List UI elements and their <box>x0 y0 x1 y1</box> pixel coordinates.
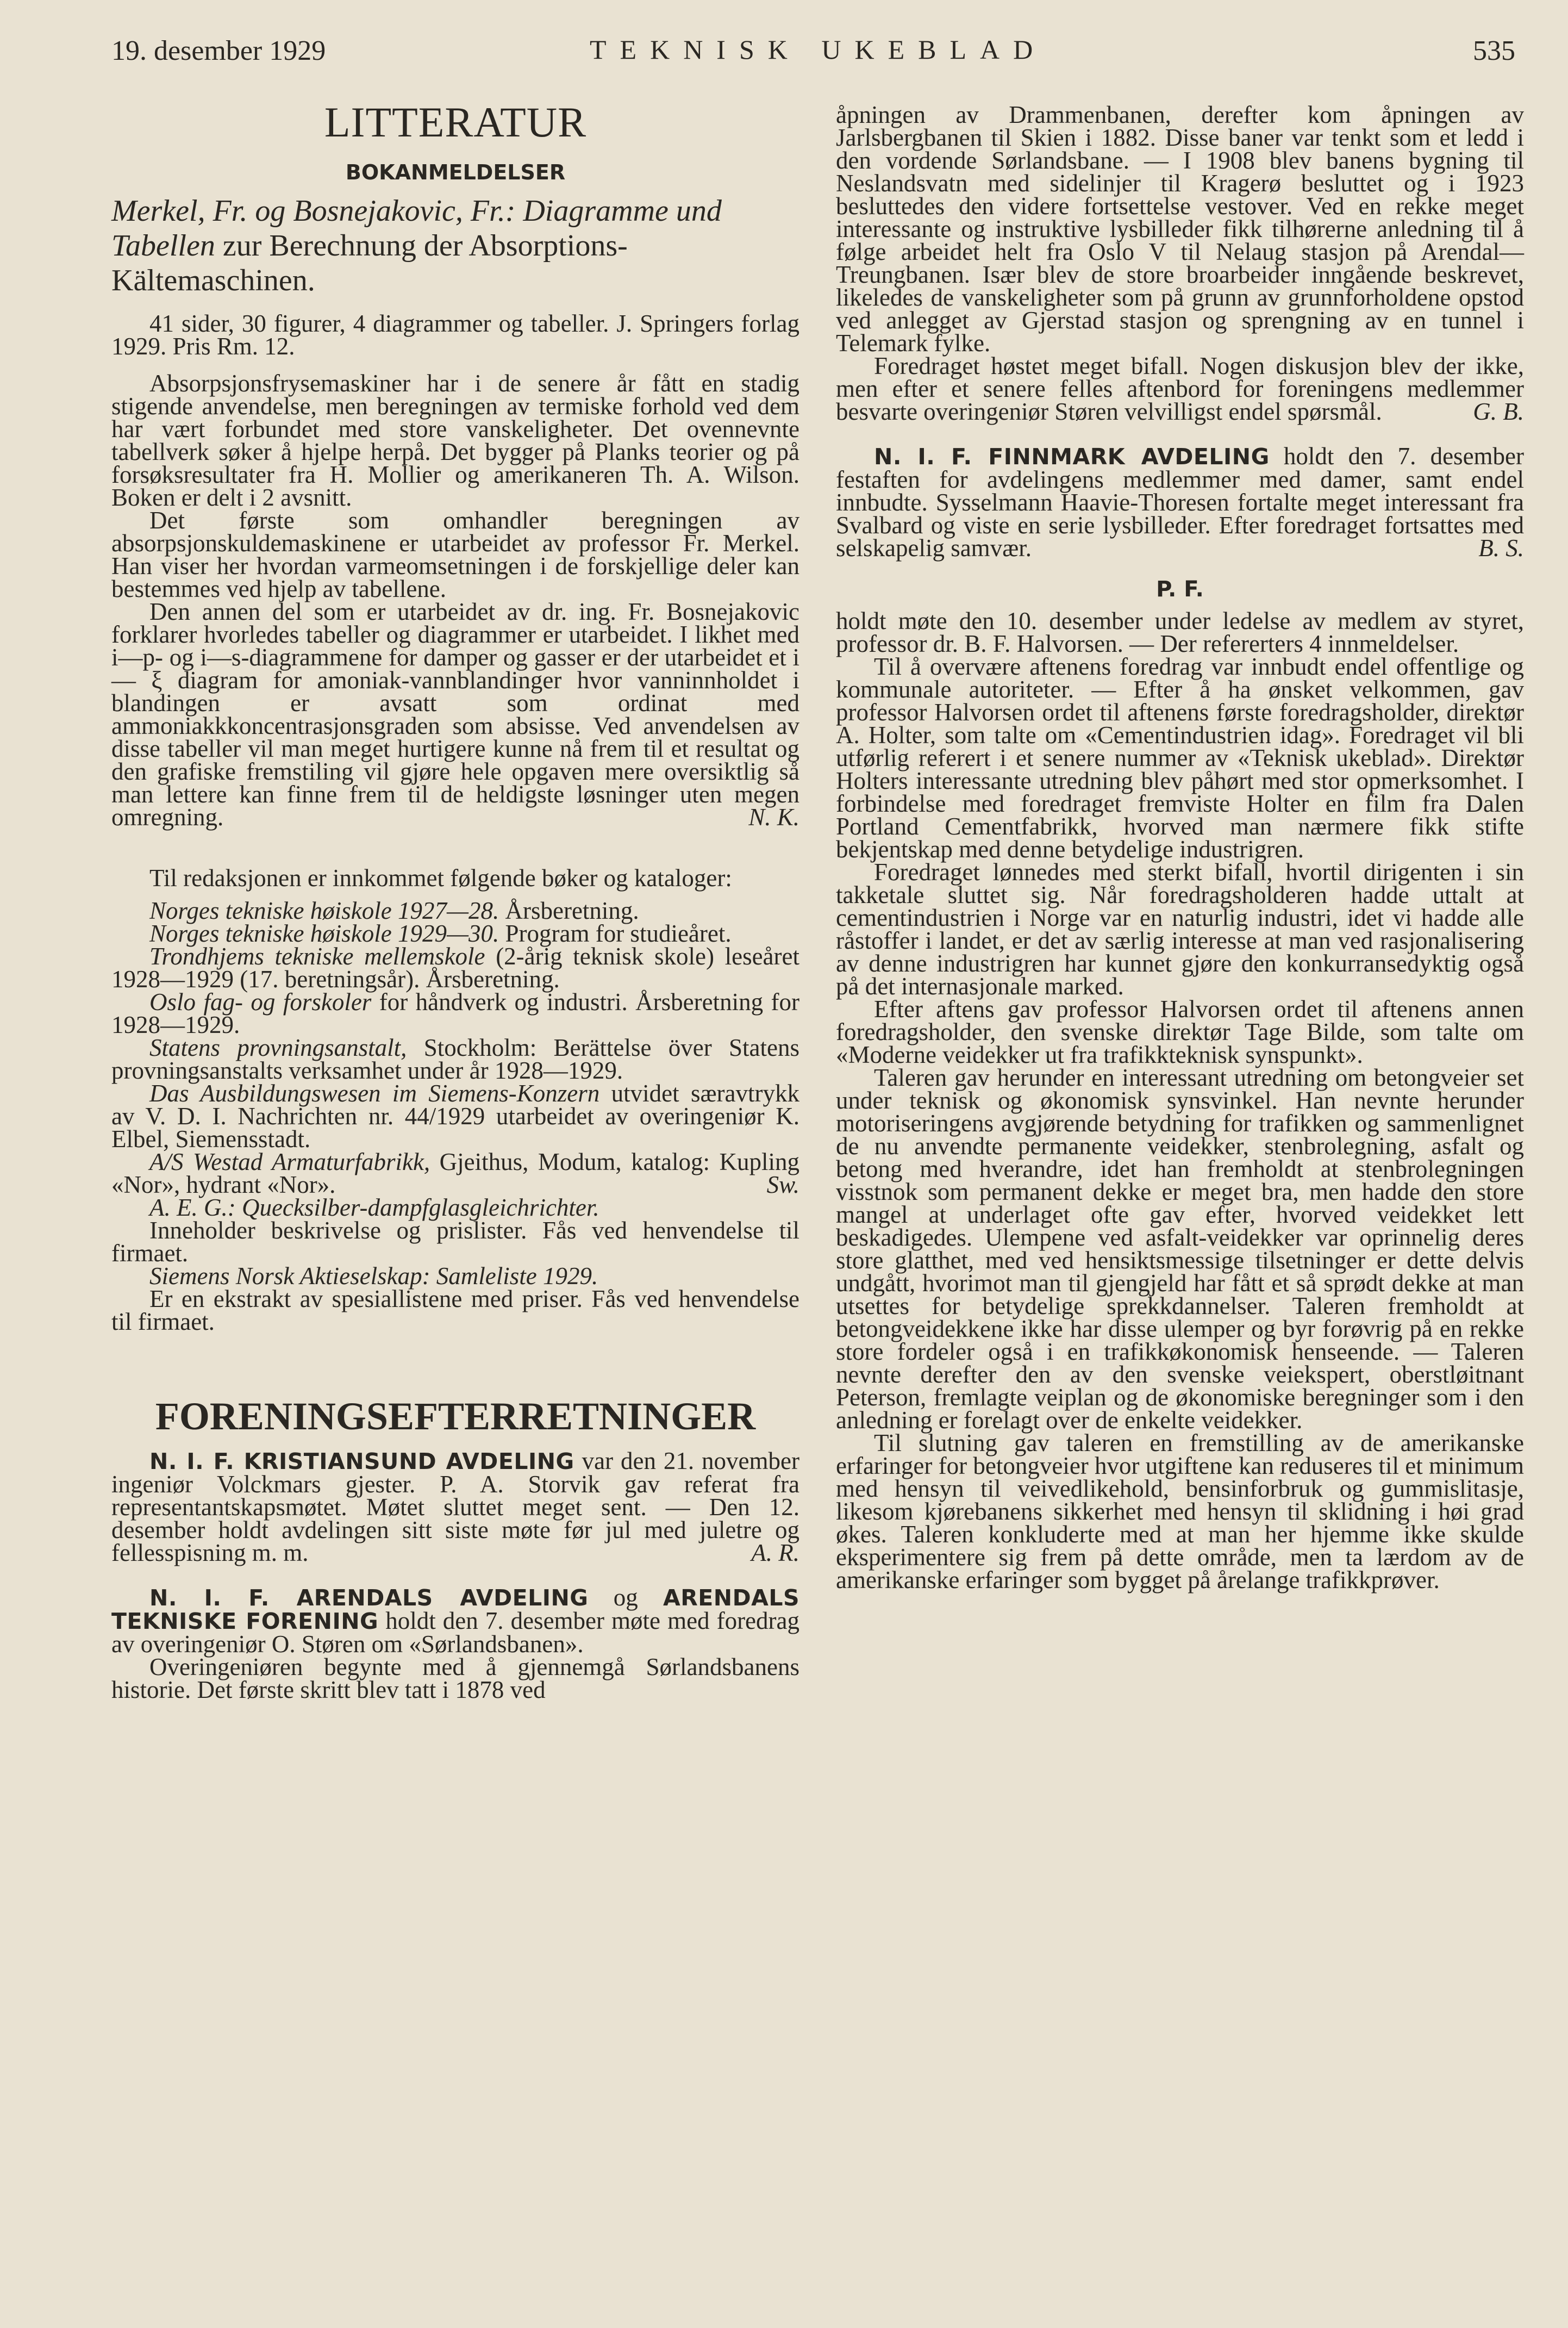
item-text: (2-årig teknisk skole) leseåret 1928—1929 (17. beretningsår). Årsberetning. <box>111 943 799 993</box>
arendal-continuation: åpningen av Drammenbanen, derefter kom åpningen av Jarlsbergbanen til Skien i 1882. Disse baner var tenkt som et ledd i den vordende Sørlandsbane. — I 1908 blev banens bygning til Neslandsvatn med sidelinjer til Kragerø besluttet og i 1923 besluttedes den videre fortsettelse vestover. Ved en rekke meget interessante og instruktive lysbilleder fikk tilhørerne anledning til å følge arbeidet helt fra Oslo V til Nelaug stasjon på Arendal—Treungbanen. Især blev de store broarbeider inngående beskrevet, likeledes de vanskeligheter som på grunn av grunnforholdene opstod ved anlegget av Gjerstad stasjon og sprengning av en tunnel i Telemark fylke. <box>836 101 1524 357</box>
list-item <box>111 1196 799 1219</box>
item-title: Statens provningsanstalt, <box>149 1034 407 1061</box>
header-date: 19. desember 1929 <box>111 35 326 66</box>
section-title-litteratur: LITTERATUR <box>324 98 587 146</box>
pf-paragraph: Foredraget lønnedes med sterkt bifall, hvortil dirigenten i sin takketale sluttet sig. Når foredragsholderen hadde uttalt at cementindustrien i Norge var en naturlig industri, idet vi hadde alle råstoffer i landet, er det av særlig interesse at man ved rasjonalisering av denne industrigren har kunnet gjøre den konkurransedyktig også på det internasjonale marked. <box>836 858 1524 1000</box>
closing-text: Foredraget høstet meget bifall. Nogen diskusjon blev der ikke, men efter et senere felles aftenbord for foreningens medlemmer besvarte overingeniør Støren velvilligst endel spørsmål. <box>836 352 1524 425</box>
section-title-foreningsefterretninger: FORENINGSEFTERRETNINGER <box>155 1395 756 1438</box>
review-paragraph: Absorpsjonsfrysemaskiner har i de senere år fått en stadig stigende anvendelse, men beregningen av termiske forhold ved dem har vært forbundet med store vanskeligheter. Det ovennevnte tabellverk søker å hjelpe herpå. Det bygger på Planks teorier og på forsøksresultater fra H. Mollier og amerikaneren Th. A. Wilson. Boken er delt i 2 avsnitt. <box>111 370 799 511</box>
header-title: TEKNISK UKEBLAD <box>590 34 1047 65</box>
item-title: Norges tekniske høiskole 1929—30. <box>149 920 499 947</box>
list-item <box>111 988 799 1038</box>
list-item <box>111 899 799 922</box>
book-info: 41 sider, 30 figurer, 4 diagrammer og tabeller. J. Springers forlag 1929. Pris Rm. 12. <box>111 310 799 360</box>
item-title: A/S Westad Armaturfabrikk, <box>149 1148 430 1175</box>
list-item <box>111 1219 799 1265</box>
pf-paragraph: holdt møte den 10. desember under ledelse av medlem av styret, professor dr. B. F. Halvorsen. — Der refererters 4 innmeldelser. <box>836 607 1524 657</box>
review-paragraph: Det første som omhandler beregningen av absorpsjonskuldemaskinene er utarbeidet av professor Fr. Merkel. Han viser her hvordan varmeomsetningen i de forskjellige deler kan bestemmes ved hjelp av tabellene. <box>111 507 799 602</box>
item-text: Stockholm: Berättelse över Statens provningsanstalts verksamhet under år 1928—1929. <box>111 1034 800 1084</box>
org-name: N. I. F. KRISTIANSUND AVDELING <box>149 1448 574 1474</box>
arendal-paragraph-2: Overingeniøren begynte med å gjennemgå Sørlandsbanens historie. Det første skritt blev tatt i 1878 ved <box>111 1653 799 1703</box>
header-page-number: 535 <box>1473 35 1515 66</box>
review-paragraph <box>111 600 799 829</box>
item-text: Årsberetning. <box>499 897 639 924</box>
item-title: Siemens Norsk Aktieselskap: Samleliste 1929. <box>149 1262 598 1290</box>
list-item <box>111 945 799 991</box>
item-text: Program for studieåret. <box>499 920 732 947</box>
pf-paragraph: Til slutning gav taleren en fremstilling av de amerikanske erfaringer for betongveier hvor utgiftene kan reduseres til et minimum med hensyn til veivedlikehold, bensinforbruk og gummislitasje, likesom kjørebanens sikkerhet med hensyn til sklidning i høi grad økes. Taleren konkluderte med at man her hjemme ikke skulde eksperimentere sig frem på dette område, men ta lærdom av de amerikanske erfaringer som bygget på årelange trafikkprøver. <box>836 1429 1524 1594</box>
org-text: holdt den 7. desember festaften for avdelingens medlemmer med damer, samt endel innbudte. Sysselmann Haavie-Thoresen fortalte meget interessant fra Svalbard og viste en serie lysbilleder. Efter foredraget fortsattes med selskapelig samvær. <box>836 443 1524 562</box>
finnmark-paragraph <box>836 443 1524 562</box>
pf-paragraph: Taleren gav herunder en interessant utredning om betongveier set under teknisk og økonomisk synsvinkel. Han nevnte herunder motoriseringens avgjørende betydning for trafikken og sammenlignet de nu anvendte permanente veidekker, stenbrolegning, asfalt og betong med hverandre, idet han fremholdt at stenbrolegningen visstnok som permanent dekke er meget bra, men hadde den store mangel at underlaget ofte gav efter, hvorved veidekket lett beskadigedes. Ulempene ved asfalt-veidekker var oprinnelig deres store glatthet, med ved hensiktsmessige tilsetninger er dette delvis undgått, hvorimot man til gjengjeld har fått et så sprødt dekke at man utsettes for betydelige sprekkdannelser. Taleren fremholdt at betongveidekkene ikke har disse ulemper og byr forøvrig på en rekke store fordeler også i en trafikkøkonomisk henseende. — Taleren nevnte derefter den av den svenske veiekspert, oberstløitnant Peterson, fremlagte veiplan og de økonomiske beregninger som i den anledning er forelagt over de enkelte veidekker. <box>836 1064 1524 1434</box>
arendal-paragraph <box>111 1584 800 1658</box>
item-text: utvidet særavtrykk av V. D. I. Nachrichten nr. 44/1929 utarbeidet av overingeniør K. Elbel, Siemensstadt. <box>111 1080 799 1153</box>
list-item <box>111 1036 799 1082</box>
pf-heading: P. F. <box>1156 577 1204 602</box>
item-title: Norges tekniske høiskole 1927—28. <box>149 897 499 924</box>
right-column <box>836 101 1524 1594</box>
subsection-title-bokanmeldelser: BOKANMELDELSER <box>345 160 566 184</box>
item-title: Oslo fag- og forskoler <box>149 988 372 1016</box>
book-title-italic: Diagramme und Tabellen <box>111 194 722 263</box>
pf-paragraph: Til å overvære aftenens foredrag var innbudt endel offentlige og kommunale autoriteter. — Efter å ha ønsket velkommen, gav professor Halvorsen ordet til aftenens første foredragsholder, direktør A. Holter, som talte om «Cementindustrien idag». Foredraget vil bli utførlig referert i et senere nummer av «Teknisk ukeblad». Direktør Holters interessante utredning blev påhørt med stor opmerksomhet. I forbindelse med foredraget fremviste Holter en film fra Dalen Portland Cementfabrikk, hvorved man nærmere fikk stifte bekjentskap med denne betydelige industrigren. <box>836 653 1524 863</box>
list-item <box>111 1150 799 1196</box>
book-title-rest: zur Berechnung der Absorptions-Kältemaschinen. <box>111 229 628 297</box>
page-header <box>0 28 1568 72</box>
item-text: Inneholder beskrivelse og prislister. Fås ved henvendelse til firmaet. <box>111 1217 799 1267</box>
item-title: Das Ausbildungswesen im Siemens-Konzern <box>149 1080 600 1107</box>
org-conjunction: og <box>588 1584 663 1611</box>
org-name-2: ARENDALS TEKNISKE FORENING <box>111 1585 800 1634</box>
kristiansund-paragraph <box>111 1449 799 1564</box>
org-name: N. I. F. FINNMARK AVDELING <box>874 444 1270 470</box>
list-item <box>111 1080 799 1153</box>
item-signature: Sw. <box>766 1171 799 1198</box>
org-text: var den 21. november ingeniør Volckmars gjester. P. A. Storvik gav referat fra representantskapsmøtet. Møtet sluttet meget sent. — Den 12. desember holdt avdelingen sitt siste møte før jul med juletre og fellesspisning m. m. <box>111 1447 799 1566</box>
list-item <box>111 922 799 945</box>
item-text: Gjeithus, Modum, katalog: Kupling «Nor», hydrant «Nor». <box>111 1148 800 1198</box>
org-name: N. I. F. ARENDALS AVDELING <box>149 1585 589 1611</box>
reviewed-book-title <box>111 194 799 298</box>
finnmark-signature: B. S. <box>1478 534 1524 562</box>
item-text: for håndverk og industri. Årsberetning for 1928—1929. <box>111 988 799 1038</box>
arendal-closing <box>836 354 1524 423</box>
list-item <box>111 1287 799 1333</box>
review-signature: N. K. <box>748 804 799 831</box>
item-title: Trondhjems tekniske mellemskole <box>149 943 485 970</box>
pf-paragraph: Efter aftens gav professor Halvorsen ordet til aftenens annen foredragsholder, den svenske direktør Tage Bilde, som talte om «Moderne veidekker ut fra trafikkteknisk synspunkt». <box>836 995 1524 1068</box>
review-text: Den annen del som er utarbeidet av dr. ing. Fr. Bosnejakovic forklarer hvorledes tabeller og diagrammer er utarbeidet. I likhet med i—p- og i—s-diagrammene for damper og gasser er der utarbeidet et i— ξ diagram for amoniak-vannblandinger hvor vanninnholdet i blandingen er avsatt som ordinat med ammoniakkkoncentrasjonsgraden som absisse. Ved anvendelsen av disse tabeller vil man meget hurtigere kunne nå frem til et resultat og den grafiske fremstiling vil gjøre hele opgaven mere oversiktlig så man lettere kan finne frem til de heldigste løsninger uten megen omregning. <box>111 598 799 831</box>
list-item <box>111 1262 799 1290</box>
book-author: Merkel, Fr. og Bosnejakovic, Fr.: <box>111 194 516 228</box>
item-text: Er en ekstrakt av spesiallistene med priser. Fås ved henvendelse til firmaet. <box>111 1285 799 1335</box>
kristiansund-signature: A. R. <box>751 1539 799 1566</box>
org-text: holdt den 7. desember møte med foredrag av overingeniør O. Støren om «Sørlandsbanen». <box>111 1607 799 1658</box>
arendal-signature: G. B. <box>1473 398 1524 425</box>
received-list <box>111 899 799 1333</box>
left-column <box>111 98 799 1701</box>
received-intro: Til redaksjonen er innkommet følgende bøker og kataloger: <box>149 864 732 892</box>
item-title: A. E. G.: Quecksilber-dampfglasgleichrichter. <box>149 1194 599 1221</box>
